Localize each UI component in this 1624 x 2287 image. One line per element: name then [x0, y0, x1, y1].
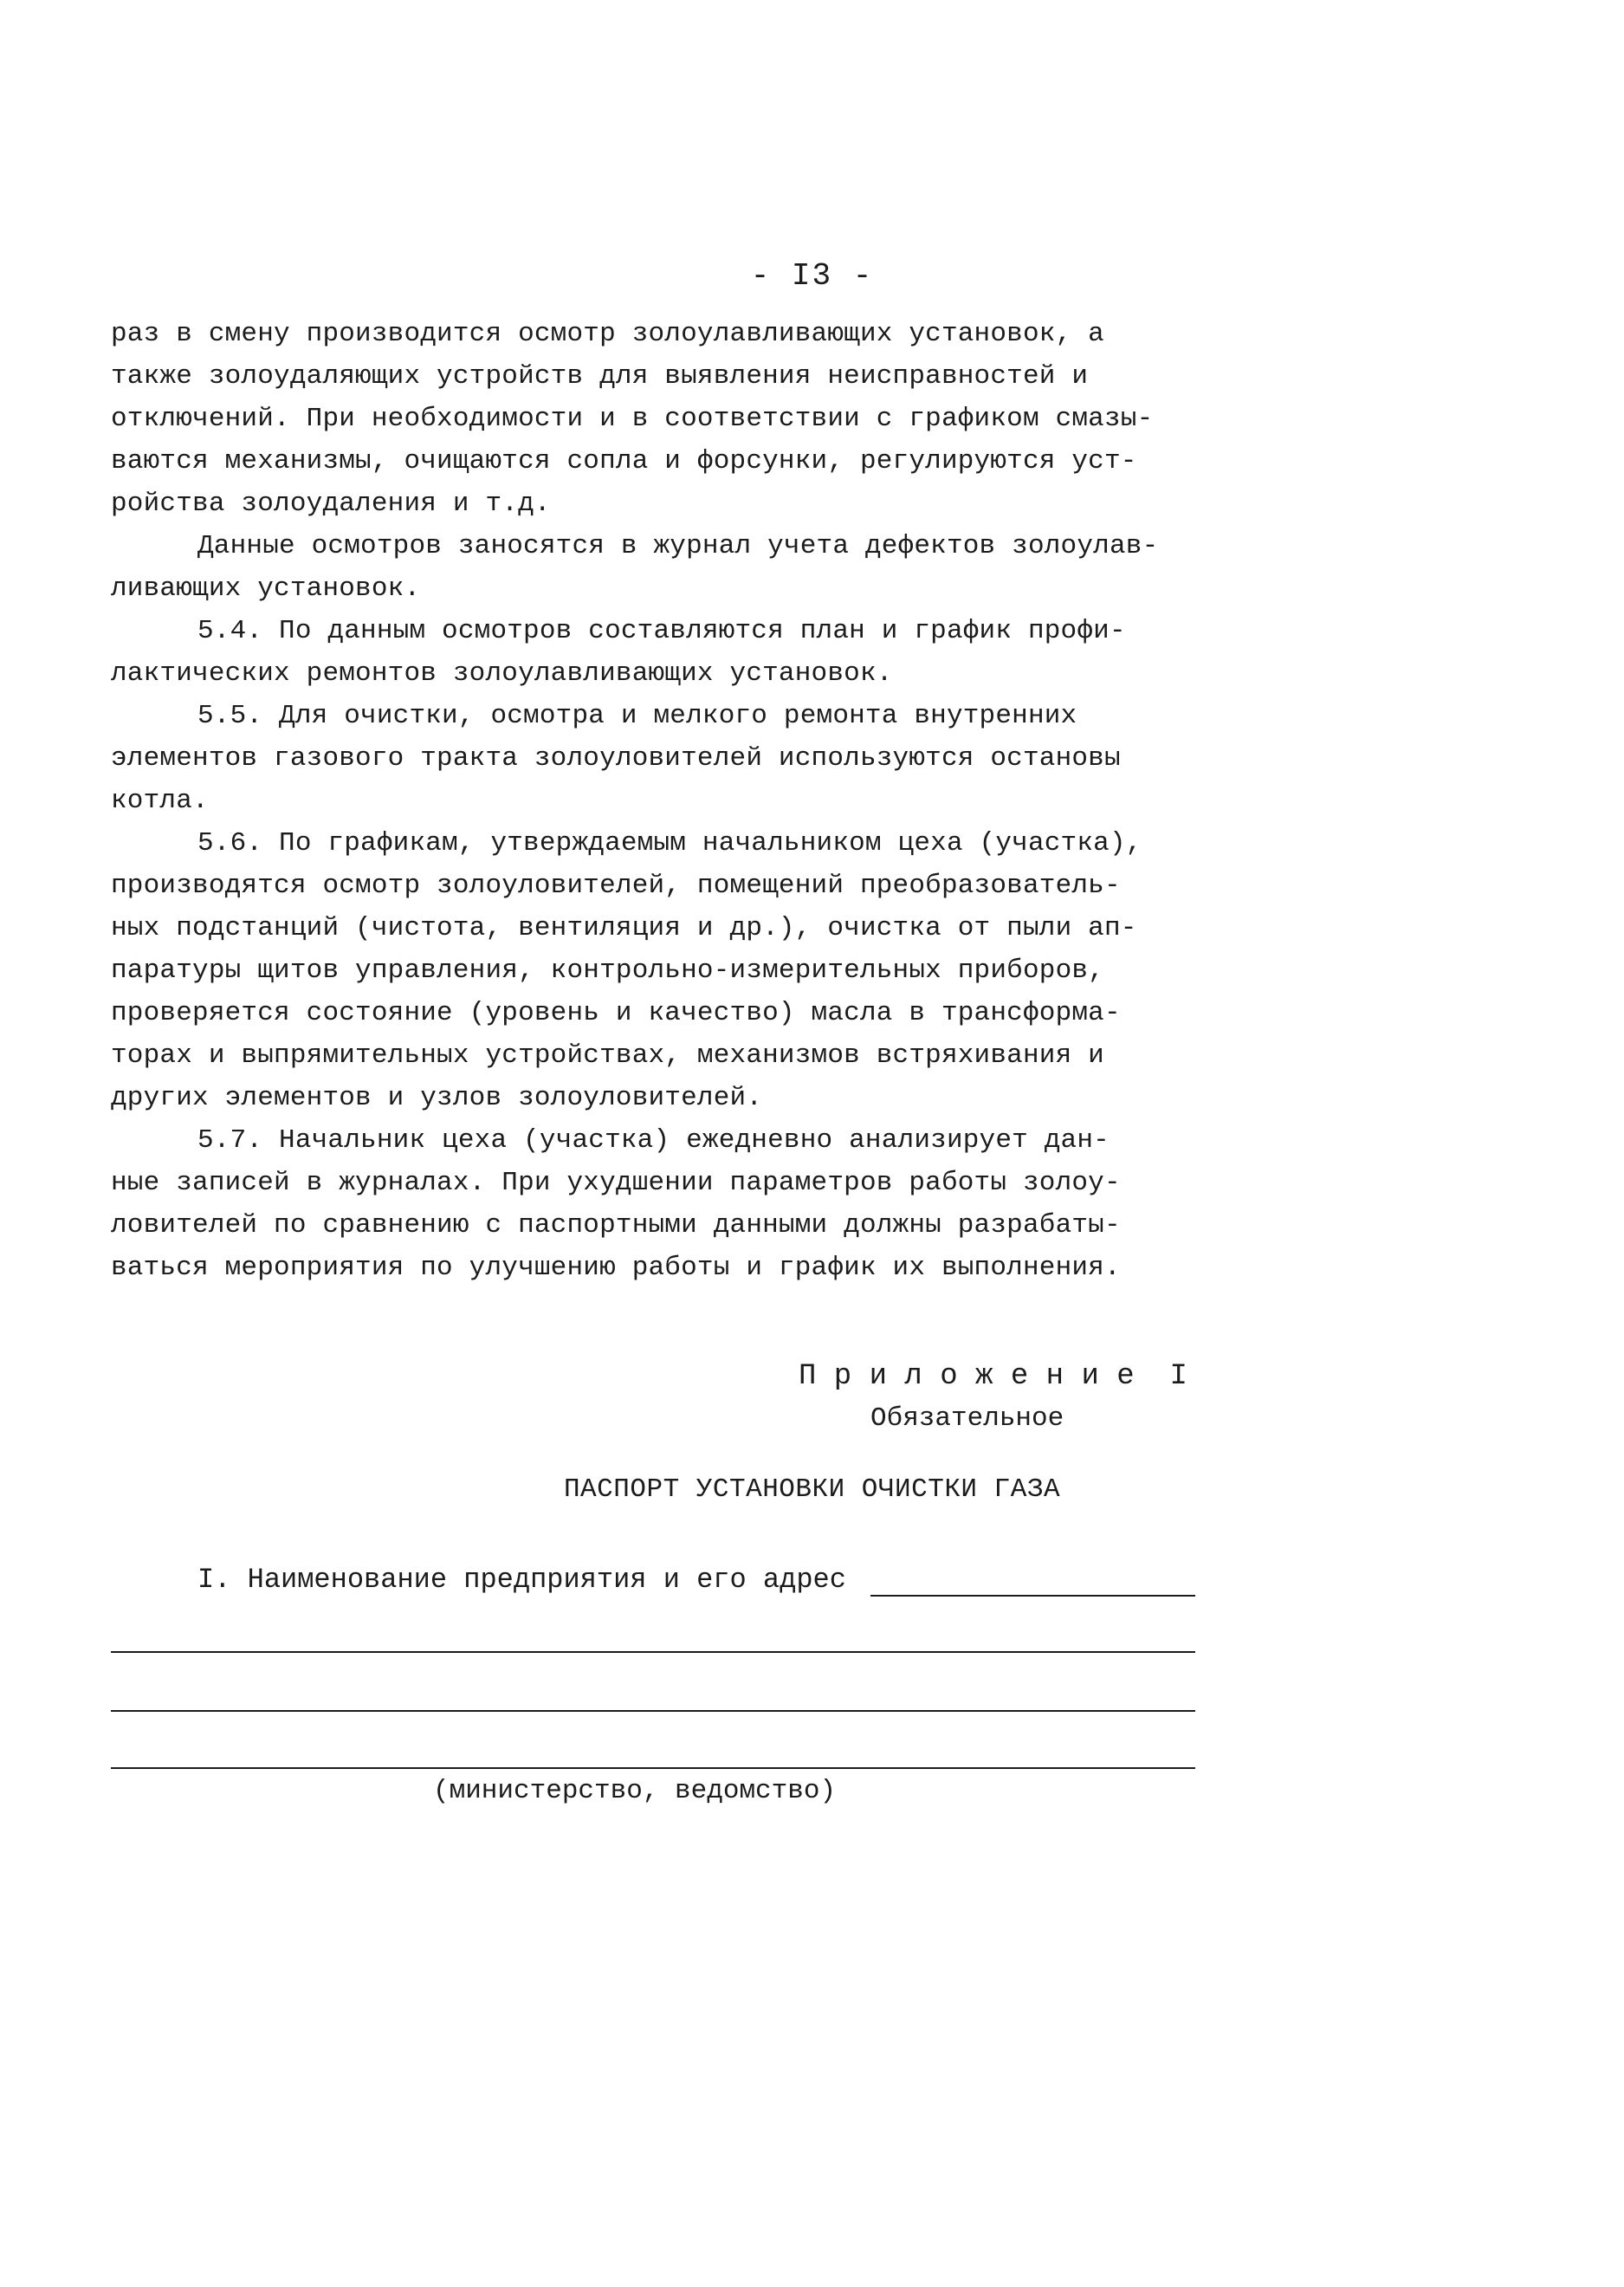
- page-number: - I3 -: [750, 258, 874, 294]
- text-line: ливающих установок.: [111, 573, 421, 604]
- text-line: производятся осмотр золоуловителей, помещений преобразователь-: [111, 871, 1121, 901]
- text-line: других элементов и узлов золоуловителей.: [111, 1083, 763, 1113]
- text-line: 5.4. По данным осмотров составляются план и график профи-: [197, 616, 1126, 646]
- text-line: элементов газового тракта золоуловителей используются остановы: [111, 743, 1121, 774]
- text-line: котла.: [111, 786, 209, 816]
- text-line: ных подстанций (чистота, вентиляция и др.), очистка от пыли ап-: [111, 913, 1137, 943]
- passport-title: ПАСПОРТ УСТАНОВКИ ОЧИСТКИ ГАЗА: [563, 1474, 1061, 1505]
- text-line: лактических ремонтов золоулавливающих установок.: [111, 658, 893, 689]
- text-line: отключений. При необходимости и в соответствии с графиком смазы-: [111, 404, 1154, 434]
- text-line: торах и выпрямительных устройствах, механизмов встряхивания и: [111, 1040, 1104, 1071]
- text-line: ваются механизмы, очищаются сопла и форсунки, регулируются уст-: [111, 446, 1137, 476]
- text-line: проверяется состояние (уровень и качество) масла в трансформа-: [111, 998, 1121, 1028]
- text-line: ваться мероприятия по улучшению работы и график их выполнения.: [111, 1253, 1121, 1283]
- text-line: ройства золоудаления и т.д.: [111, 489, 551, 519]
- enterprise-name-fill-line: [111, 1767, 1195, 1769]
- text-line: также золоудаляющих устройств для выявления неисправностей и: [111, 361, 1089, 392]
- text-line: Данные осмотров заносятся в журнал учета дефектов золоулав-: [197, 531, 1159, 561]
- text-line: 5.6. По графикам, утверждаемым начальником цеха (участка),: [197, 828, 1142, 858]
- text-line: ловителей по сравнению с паспортными данными должны разрабаты-: [111, 1210, 1121, 1241]
- enterprise-name-fill-line: [111, 1710, 1195, 1712]
- text-line: 5.5. Для очистки, осмотра и мелкого ремонта внутренних: [197, 701, 1077, 731]
- text-line: ные записей в журналах. При ухудшении параметров работы золоу-: [111, 1168, 1121, 1198]
- text-line: 5.7. Начальник цеха (участка) ежедневно анализирует дан-: [197, 1125, 1110, 1156]
- enterprise-name-label: I. Наименование предприятия и его адрес: [197, 1564, 846, 1596]
- appendix-title: П р и л о ж е н и е I: [799, 1360, 1187, 1393]
- enterprise-name-fill-line: [870, 1595, 1195, 1597]
- appendix-subtitle: Обязательное: [870, 1403, 1064, 1434]
- text-line: раз в смену производится осмотр золоулавливающих установок, а: [111, 319, 1104, 349]
- enterprise-name-fill-line: [111, 1651, 1195, 1653]
- ministry-caption: (министерство, ведомство): [433, 1776, 837, 1806]
- text-line: паратуры щитов управления, контрольно-измерительных приборов,: [111, 956, 1104, 986]
